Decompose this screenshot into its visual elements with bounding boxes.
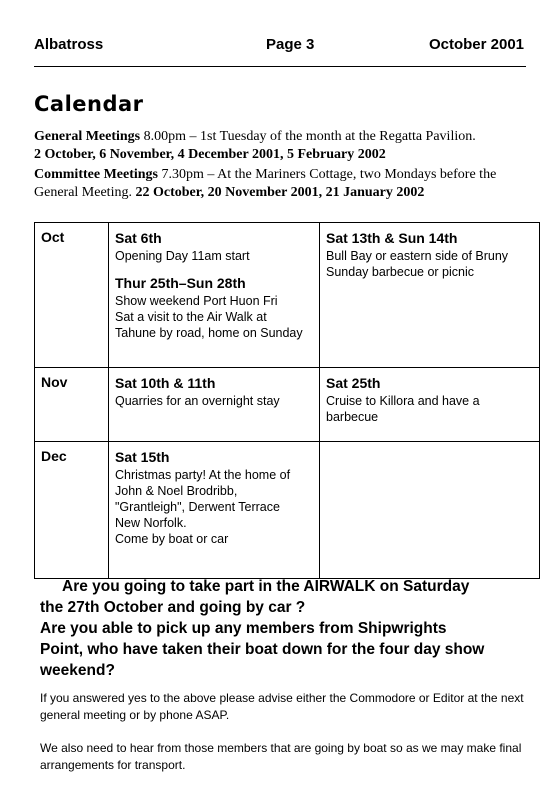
calendar-event [115,274,313,341]
event-description: Opening Day 11am start [115,249,250,263]
event-description: "Grantleigh", Derwent Terrace [115,500,280,514]
event-description: Sat a visit to the Air Walk at [115,310,267,324]
calendar-event [326,374,533,425]
event-description: Show weekend Port Huon Fri [115,294,278,308]
general-meetings-text: 8.00pm – 1st Tuesday of the month at the Regatta Pavilion. [140,129,476,144]
month-cell: Dec [35,442,109,579]
calendar-event [326,229,533,280]
calendar-row [35,223,540,368]
page-header [34,36,524,58]
month-cell: Oct [35,223,109,368]
event-description: Christmas party! At the home of [115,468,291,482]
event-date: Sat 15th [115,449,170,465]
transport-note: We also need to hear from those members that are going by boat so as we may make final arrangements for transport. [40,741,522,772]
general-meetings-label: General Meetings [34,129,141,144]
committee-meetings-paragraph [34,166,534,202]
newsletter-name: Albatross [34,36,104,53]
event-description: New Norfolk. [115,516,187,530]
committee-meetings-dates: 22 October, 20 November 2001, 21 January 2002 [135,185,425,200]
event-cell [109,368,320,442]
event-description: Come by boat or car [115,532,229,546]
question-line: Are you able to pick up any members from Shipwrights [40,620,447,637]
event-description: Cruise to Killora and have a [326,394,480,408]
calendar-table [34,222,540,579]
event-cell [320,368,540,442]
question-line: weekend? [40,662,115,679]
general-meetings-paragraph [34,128,534,164]
calendar-row [35,368,540,442]
event-cell [320,223,540,368]
question-line: Point, who have taken their boat down for the four day show [40,641,485,658]
event-description: barbecue [326,410,379,424]
event-description: Tahune by road, home on Sunday [115,326,303,340]
event-date: Sat 6th [115,230,162,246]
committee-meetings-label: Committee Meetings [34,167,159,182]
committee-meetings-text: 7.30pm – At the Mariners Cottage, two Mondays before the General Meeting. [34,167,497,200]
event-date: Sat 10th & 11th [115,375,216,391]
calendar-event [115,448,313,547]
event-date: Sat 25th [326,375,381,391]
event-cell [320,442,540,579]
event-description: Bull Bay or eastern side of Bruny [326,249,509,263]
advise-note: If you answered yes to the above please advise either the Commodore or Editor at the next general meeting or by phone ASAP. [40,691,524,722]
header-rule [34,66,526,67]
event-cell [109,223,320,368]
question-line: Are you going to take part in the AIRWALK on Saturday [62,578,470,595]
event-date: Thur 25th–Sun 28th [115,275,246,291]
month-cell: Nov [35,368,109,442]
event-description: Quarries for an overnight stay [115,394,280,408]
calendar-event [115,229,313,264]
event-description: Sunday barbecue or picnic [326,265,475,279]
event-cell [109,442,320,579]
event-description: John & Noel Brodribb, [115,484,238,498]
calendar-event [115,374,313,409]
calendar-row [35,442,540,579]
page-number: Page 3 [266,36,315,53]
page-title: Calendar [34,92,144,116]
issue-date: October 2001 [428,36,524,53]
general-meetings-dates: 2 October, 6 November, 4 December 2001, 5 February 2002 [34,147,386,162]
question-line: the 27th October and going by car ? [40,599,306,616]
airwalk-question [40,576,520,681]
event-date: Sat 13th & Sun 14th [326,230,458,246]
